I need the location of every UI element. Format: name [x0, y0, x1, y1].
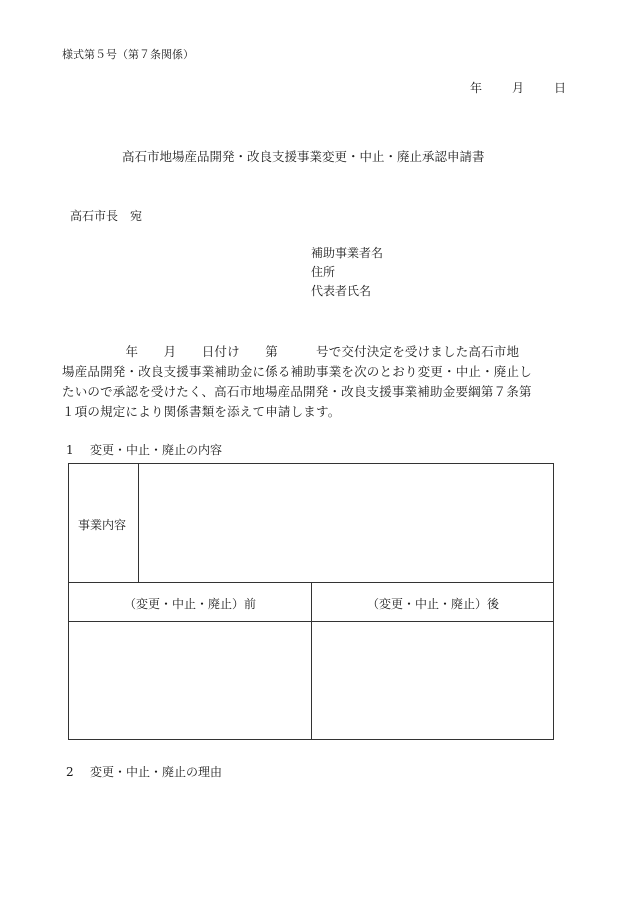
section-1-heading — [66, 441, 222, 458]
section-2-number: 2 — [66, 765, 74, 779]
body-line: １項の規定により関係書類を添えて申請します。 — [62, 404, 341, 419]
section-1-number: 1 — [66, 443, 74, 457]
body-line: 年 月 日付け 第 号で交付決定を受けました高石市地 — [62, 344, 520, 359]
business-content-label: 事業内容 — [78, 518, 127, 532]
document-title: 高石市地場産品開発・改良支援事業変更・中止・廃止承認申請書 — [122, 149, 485, 164]
application-body — [62, 342, 572, 422]
before-change-input[interactable] — [70, 622, 310, 739]
after-change-header: （変更・中止・廃止）後 — [366, 597, 499, 611]
applicant-block — [311, 244, 383, 301]
applicant-representative-label: 代表者氏名 — [311, 284, 372, 298]
before-change-header: （変更・中止・廃止）前 — [123, 597, 256, 611]
date-year-label: 年 — [470, 81, 483, 95]
addressee: 高石市長 宛 — [70, 209, 143, 223]
body-line: 場産品開発・改良支援事業補助金に係る補助事業を次のとおり変更・中止・廃止し — [62, 364, 532, 379]
date-month-label: 月 — [512, 81, 525, 95]
applicant-address-label: 住所 — [311, 265, 336, 279]
after-change-input[interactable] — [312, 622, 553, 739]
form-number: 様式第５号（第７条関係） — [62, 48, 194, 61]
body-line: たいので承認を受けたく、高石市地場産品開発・改良支援事業補助金要綱第７条第 — [62, 384, 532, 399]
section-2-title: 変更・中止・廃止の理由 — [90, 765, 223, 779]
applicant-business-name-label: 補助事業者名 — [311, 246, 384, 260]
section-1-title: 変更・中止・廃止の内容 — [90, 443, 223, 457]
business-content-input[interactable] — [139, 465, 553, 581]
change-content-table — [68, 463, 554, 740]
section-2-heading — [66, 763, 222, 780]
date-line — [470, 79, 566, 96]
date-day-label: 日 — [554, 81, 567, 95]
